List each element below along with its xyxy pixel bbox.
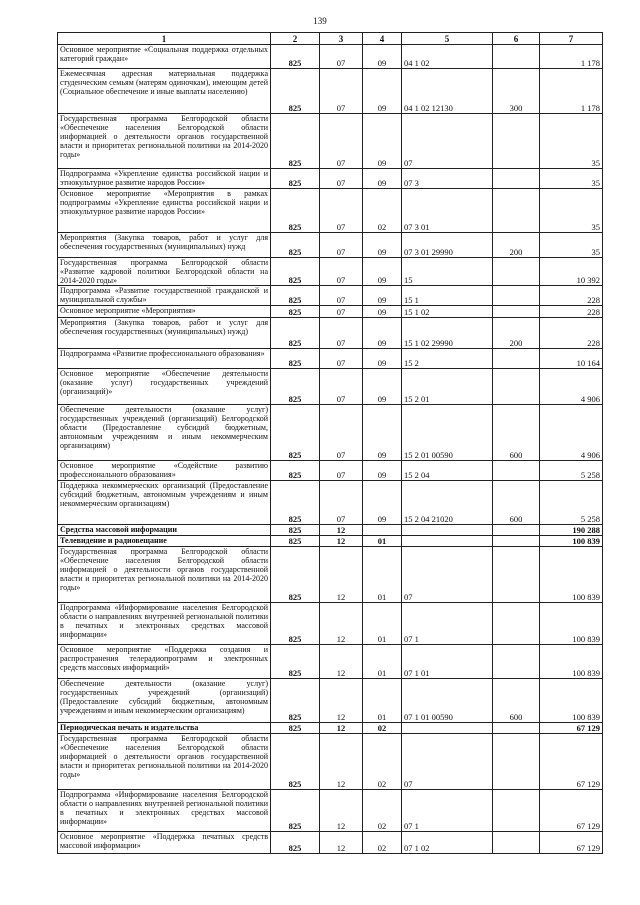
row-name: Государственная программа Белгородской области «Обеспечение населения Белгородской области информацией о деятельности органов государственной власти и приоритетах региональной политики на 2014-2020 годы» [58,547,271,603]
row-name: Обеспечение деятельности (оказание услуг) государственных учреждений (организаций) Белгородской области (Предоставление субсидий бюджетным, автономным учреждениям и иным некоммерческим организациям) [58,405,271,461]
header-row [58,33,603,45]
row-vr [493,286,540,306]
row-gr: 825 [271,603,320,645]
row-gr: 825 [271,258,320,286]
row-vr [493,114,540,169]
row-vr: 600 [493,679,540,723]
row-sum: 4 906 [540,405,603,461]
row-csr: 15 2 01 [402,369,493,405]
row-sum: 35 [540,169,603,189]
row-csr: 07 1 [402,790,493,832]
row-csr: 15 2 [402,349,493,369]
row-sum: 1 178 [540,45,603,69]
row-vr [493,258,540,286]
row-name: Мероприятия (Закупка товаров, работ и услуг для обеспечения государственных (муниципальных) нужд) [58,318,271,349]
row-sum: 190 288 [540,525,603,536]
row-gr: 825 [271,790,320,832]
row-csr [402,723,493,734]
table-row [58,306,603,318]
row-csr: 04 1 02 12130 [402,69,493,114]
row-pr: 09 [363,45,402,69]
row-rz: 07 [320,189,363,233]
row-name: Основное мероприятие «Обеспечение деятельности (оказание услуг) государственных учреждений (организаций)» [58,369,271,405]
row-name: Подпрограмма «Информирование населения Белгородской области о направлениях внутренней региональной политики в печатных и электронных средствах массовой информации» [58,603,271,645]
row-csr: 07 [402,547,493,603]
row-gr: 825 [271,189,320,233]
row-gr: 825 [271,286,320,306]
row-rz: 07 [320,45,363,69]
row-csr: 07 1 01 00590 [402,679,493,723]
table-row [58,603,603,645]
row-pr: 09 [363,258,402,286]
col-header-vr: 6 [493,33,540,45]
row-rz: 07 [320,258,363,286]
row-sum: 67 129 [540,832,603,854]
row-csr: 15 1 [402,286,493,306]
row-pr: 01 [363,603,402,645]
row-vr [493,645,540,679]
table-row [58,258,603,286]
row-vr [493,349,540,369]
row-gr: 825 [271,525,320,536]
row-vr [493,734,540,790]
row-rz: 07 [320,405,363,461]
row-rz: 12 [320,832,363,854]
row-pr: 09 [363,114,402,169]
col-header-sum: 7 [540,33,603,45]
table-row [58,790,603,832]
row-sum: 5 258 [540,461,603,481]
row-pr: 09 [363,318,402,349]
table-row [58,481,603,525]
page-number: 139 [313,16,327,26]
row-vr [493,45,540,69]
row-gr: 825 [271,349,320,369]
table-row [58,405,603,461]
row-vr: 600 [493,405,540,461]
row-vr [493,306,540,318]
row-pr: 09 [363,349,402,369]
row-gr: 825 [271,481,320,525]
row-gr: 825 [271,832,320,854]
row-vr [493,536,540,547]
row-pr: 09 [363,169,402,189]
row-rz: 07 [320,114,363,169]
row-gr: 825 [271,369,320,405]
row-pr: 09 [363,369,402,405]
row-csr [402,525,493,536]
row-name: Государственная программа Белгородской области «Обеспечение населения Белгородской области информацией о деятельности органов государственной власти и приоритетах региональной политики на 2014-2020 годы» [58,734,271,790]
row-sum: 1 178 [540,69,603,114]
row-vr [493,189,540,233]
table-row [58,318,603,349]
row-pr: 09 [363,69,402,114]
table-row [58,45,603,69]
row-vr [493,525,540,536]
row-sum: 100 839 [540,536,603,547]
row-csr: 07 1 02 [402,832,493,854]
row-gr: 825 [271,461,320,481]
row-rz: 12 [320,645,363,679]
row-csr: 07 3 01 [402,189,493,233]
row-name: Мероприятия (Закупка товаров, работ и услуг для обеспечения государственных (муниципальных) нужд [58,233,271,258]
row-vr [493,832,540,854]
row-gr: 825 [271,547,320,603]
row-name: Основное мероприятие «Мероприятия в рамках подпрограммы «Укрепление единства российской нации и этнокультурное развитие народов России» [58,189,271,233]
row-name: Государственная программа Белгородской области «Развитие кадровой политики Белгородской области на 2014-2020 годы» [58,258,271,286]
row-pr: 09 [363,233,402,258]
row-sum: 100 839 [540,679,603,723]
row-csr: 15 2 04 [402,461,493,481]
row-sum: 10 164 [540,349,603,369]
row-name: Основное мероприятие «Поддержка печатных средств массовой информации» [58,832,271,854]
row-rz: 07 [320,286,363,306]
budget-table [57,32,603,854]
row-sum: 67 129 [540,790,603,832]
table-row [58,349,603,369]
row-pr: 09 [363,481,402,525]
row-name: Периодическая печать и издательства [58,723,271,734]
row-gr: 825 [271,114,320,169]
table-row [58,233,603,258]
row-sum: 5 258 [540,481,603,525]
row-csr: 15 1 02 29990 [402,318,493,349]
row-sum: 100 839 [540,547,603,603]
row-name: Основное мероприятие «Содействие развитию профессионального образования» [58,461,271,481]
row-vr: 200 [493,233,540,258]
row-name: Обеспечение деятельности (оказание услуг) государственных учреждений (организаций) (Предоставление субсидий бюджетным, автономным учреждениям и иным некоммерческим организациям) [58,679,271,723]
row-sum: 100 839 [540,645,603,679]
row-pr: 02 [363,790,402,832]
row-name: Основное мероприятие «Мероприятия» [58,306,271,318]
row-vr [493,369,540,405]
row-sum: 228 [540,286,603,306]
row-vr: 300 [493,69,540,114]
row-name: Подпрограмма «Информирование населения Белгородской области о направлениях внутренней региональной политики в печатных и электронных средствах массовой информации» [58,790,271,832]
row-vr [493,461,540,481]
row-pr: 09 [363,286,402,306]
row-name: Поддержка некоммерческих организаций (Предоставление субсидий бюджетным, автономным учреждениям и иным некоммерческим организациям) [58,481,271,525]
row-sum: 67 129 [540,723,603,734]
row-csr: 15 2 04 21020 [402,481,493,525]
row-gr: 825 [271,679,320,723]
row-vr: 600 [493,481,540,525]
row-gr: 825 [271,233,320,258]
row-rz: 12 [320,525,363,536]
col-header-gr: 2 [271,33,320,45]
row-csr: 07 1 [402,603,493,645]
row-pr: 01 [363,679,402,723]
col-header-rz: 3 [320,33,363,45]
col-header-name: 1 [58,33,271,45]
row-csr: 07 3 [402,169,493,189]
row-gr: 825 [271,318,320,349]
row-name: Основное мероприятие «Социальная поддержка отдельных категорий граждан» [58,45,271,69]
row-pr: 09 [363,405,402,461]
row-name: Основное мероприятие «Поддержка создания и распространения телерадиопрограмм и электронных средств массовых информаций» [58,645,271,679]
row-pr [363,525,402,536]
row-gr: 825 [271,536,320,547]
table-row [58,679,603,723]
row-rz: 07 [320,69,363,114]
row-name: Подпрограмма «Развитие государственной гражданской и муниципальной службы» [58,286,271,306]
row-pr: 01 [363,547,402,603]
table-row [58,169,603,189]
table-body [58,45,603,854]
row-rz: 07 [320,481,363,525]
row-rz: 12 [320,536,363,547]
table-row [58,723,603,734]
row-pr: 02 [363,189,402,233]
row-pr: 01 [363,536,402,547]
row-rz: 12 [320,603,363,645]
row-sum: 35 [540,189,603,233]
row-csr: 07 [402,734,493,790]
row-csr: 07 1 01 [402,645,493,679]
table-row [58,189,603,233]
table-row [58,69,603,114]
row-gr: 825 [271,645,320,679]
row-pr: 09 [363,306,402,318]
row-rz: 12 [320,723,363,734]
row-name: Подпрограмма «Развитие профессионального образования» [58,349,271,369]
row-sum: 228 [540,306,603,318]
table-row [58,734,603,790]
row-csr [402,536,493,547]
row-csr: 15 1 02 [402,306,493,318]
row-name: Подпрограмма «Укрепление единства российской нации и этнокультурное развитие народов России» [58,169,271,189]
row-csr: 07 [402,114,493,169]
row-rz: 07 [320,306,363,318]
row-gr: 825 [271,723,320,734]
row-rz: 07 [320,233,363,258]
row-rz: 12 [320,790,363,832]
col-header-pr: 4 [363,33,402,45]
row-vr [493,547,540,603]
table-row [58,536,603,547]
table-row [58,547,603,603]
table-row [58,461,603,481]
row-csr: 07 3 01 29990 [402,233,493,258]
row-pr: 02 [363,734,402,790]
row-sum: 67 129 [540,734,603,790]
row-pr: 02 [363,723,402,734]
row-rz: 07 [320,461,363,481]
row-vr [493,790,540,832]
row-name: Ежемесячная адресная материальная поддержка студенческим семьям (матерям одиночкам), имеющим детей (Социальное обеспечение и иные выплаты населению) [58,69,271,114]
row-rz: 12 [320,734,363,790]
table-row [58,832,603,854]
table-row [58,286,603,306]
table-row [58,369,603,405]
row-rz: 07 [320,349,363,369]
row-gr: 825 [271,45,320,69]
row-vr [493,169,540,189]
row-pr: 09 [363,461,402,481]
row-rz: 07 [320,369,363,405]
row-sum: 35 [540,233,603,258]
table-row [58,525,603,536]
row-sum: 228 [540,318,603,349]
table-row [58,114,603,169]
row-sum: 4 906 [540,369,603,405]
row-rz: 12 [320,679,363,723]
row-csr: 04 1 02 [402,45,493,69]
row-sum: 10 392 [540,258,603,286]
row-pr: 01 [363,645,402,679]
row-rz: 12 [320,547,363,603]
row-pr: 02 [363,832,402,854]
row-vr [493,603,540,645]
row-name: Средства массовой информации [58,525,271,536]
row-gr: 825 [271,405,320,461]
row-rz: 07 [320,318,363,349]
row-vr [493,723,540,734]
row-gr: 825 [271,734,320,790]
row-gr: 825 [271,69,320,114]
row-gr: 825 [271,306,320,318]
row-csr: 15 2 01 00590 [402,405,493,461]
row-name: Телевидение и радиовещание [58,536,271,547]
row-csr: 15 [402,258,493,286]
row-gr: 825 [271,169,320,189]
row-rz: 07 [320,169,363,189]
row-sum: 35 [540,114,603,169]
col-header-csr: 5 [402,33,493,45]
row-sum: 100 839 [540,603,603,645]
row-vr: 200 [493,318,540,349]
table-row [58,645,603,679]
row-name: Государственная программа Белгородской области «Обеспечение населения Белгородской области информацией о деятельности органов государственной власти и приоритетах региональной политики на 2014-2020 годы» [58,114,271,169]
